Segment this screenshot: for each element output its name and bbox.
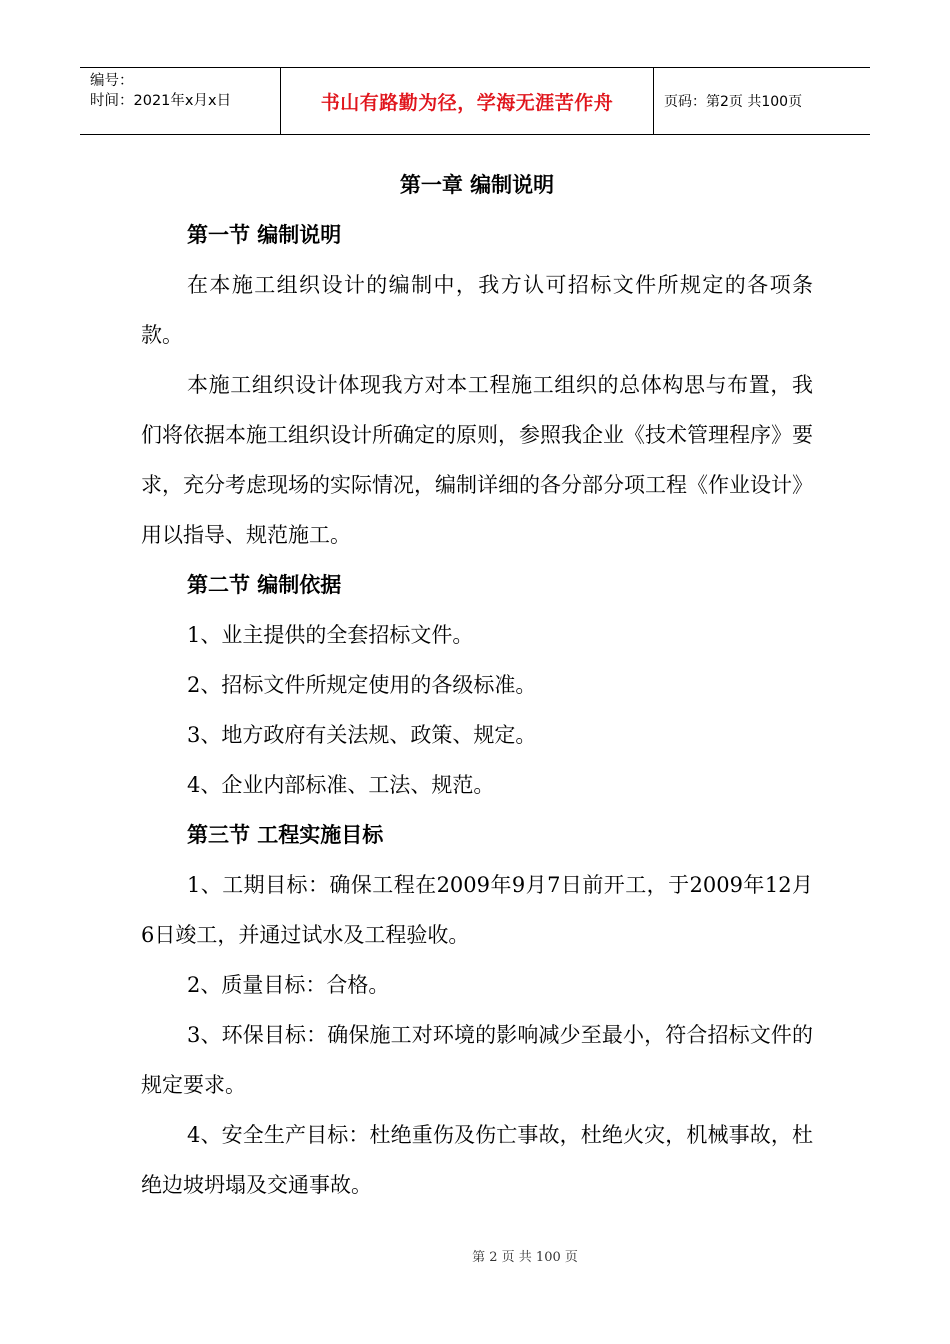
- list-item: 2、招标文件所规定使用的各级标准。: [187, 673, 537, 697]
- document-number-label: 编号：: [90, 73, 134, 89]
- header-page-info-cell: [654, 68, 870, 134]
- document-body: [141, 160, 813, 1210]
- header-meta: [80, 68, 281, 134]
- header-motto-cell: [281, 68, 654, 134]
- list-item: 4、企业内部标准、工法、规范。: [187, 773, 495, 797]
- section-title: 第二节 编制依据: [187, 573, 342, 597]
- list-item: 3、地方政府有关法规、政策、规定。: [187, 723, 537, 747]
- list-item: 1、业主提供的全套招标文件。: [187, 623, 474, 647]
- document-header: [80, 67, 870, 135]
- list-item: 2、质量目标：合格。: [187, 973, 390, 997]
- header-motto: 书山有路勤为径，学海无涯苦作舟: [320, 91, 614, 114]
- paragraph: 本施工组织设计体现我方对本工程施工组织的总体构思与布置，我们将依据本施工组织设计所确定的原则，参照我企业《技术管理程序》要求，充分考虑现场的实际情况，编制详细的各分部分项工程《作业设计》用以指导、规范施工。: [141, 373, 813, 547]
- section-title: 第一节 编制说明: [187, 223, 342, 247]
- section-title: 第三节 工程实施目标: [187, 823, 384, 847]
- paragraph: 在本施工组织设计的编制中，我方认可招标文件所规定的各项条款。: [141, 273, 813, 347]
- header-page-info: 页码：第2页 共100页: [664, 94, 803, 110]
- list-item: 4、安全生产目标：杜绝重伤及伤亡事故，杜绝火灾，机械事故，杜绝边坡坍塌及交通事故。: [141, 1123, 813, 1197]
- chapter-title: 第一章 编制说明: [399, 173, 555, 197]
- page-footer: 第 2 页 共 100 页: [472, 1250, 578, 1265]
- document-date: 时间：2021年x月x日: [90, 93, 232, 109]
- list-item: 1、工期目标：确保工程在2009年9月7日前开工，于2009年12月6日竣工，并通过试水及工程验收。: [141, 873, 813, 947]
- list-item: 3、环保目标：确保施工对环境的影响减少至最小，符合招标文件的规定要求。: [141, 1023, 813, 1097]
